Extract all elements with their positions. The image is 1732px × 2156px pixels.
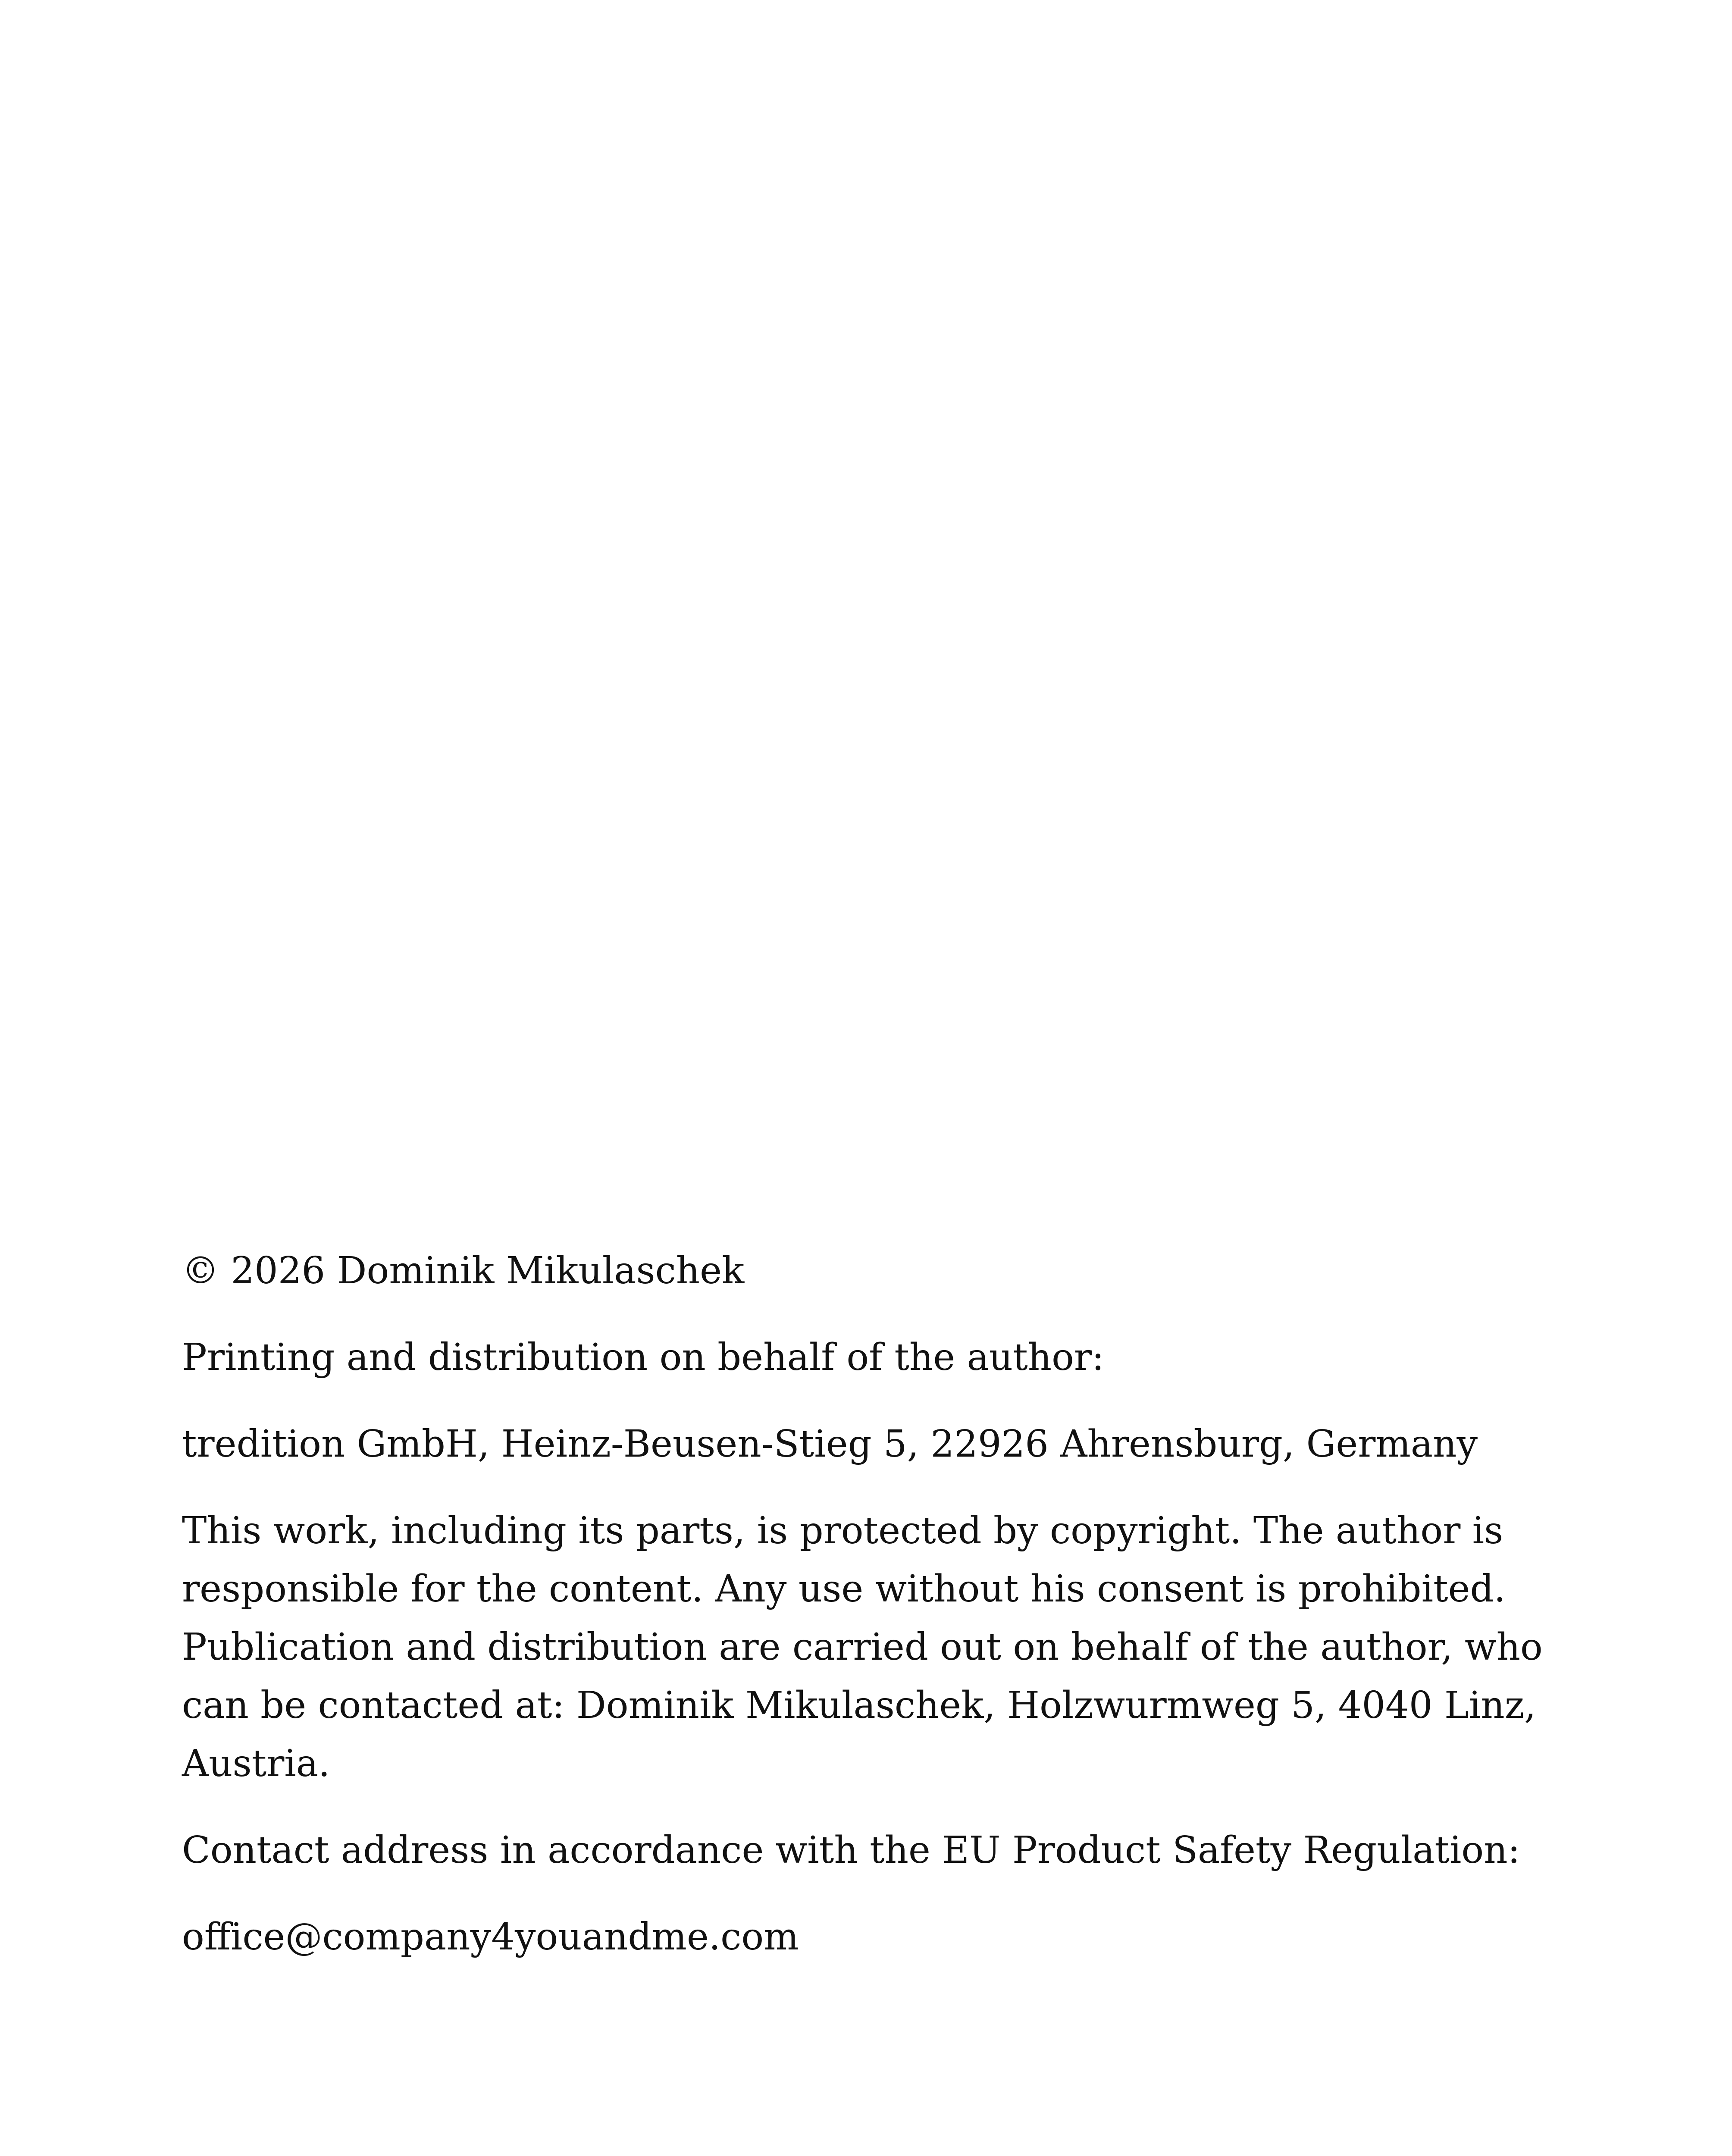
publisher-address: tredition GmbH, Heinz-Beusen-Stieg 5, 22926 Ahrensburg, Germany <box>182 1423 1478 1466</box>
rights-statement: This work, including its parts, is protected by copyright. The author is responsible for the content. Any use without his consent is prohibited. Publication and distribution are carried out on behalf of the author, who can be contacted at: Dominik Mikulaschek, Holzwurmweg 5, 4040 Linz, Austria. <box>182 1509 1543 1785</box>
printing-note: Printing and distribution on behalf of the author: <box>182 1336 1104 1379</box>
imprint-block <box>182 1242 1583 1995</box>
safety-contact-label: Contact address in accordance with the EU Product Safety Regulation: <box>182 1829 1520 1872</box>
copyright-line: © 2026 Dominik Mikulaschek <box>182 1249 745 1292</box>
contact-email: office@company4youandme.com <box>182 1915 799 1959</box>
